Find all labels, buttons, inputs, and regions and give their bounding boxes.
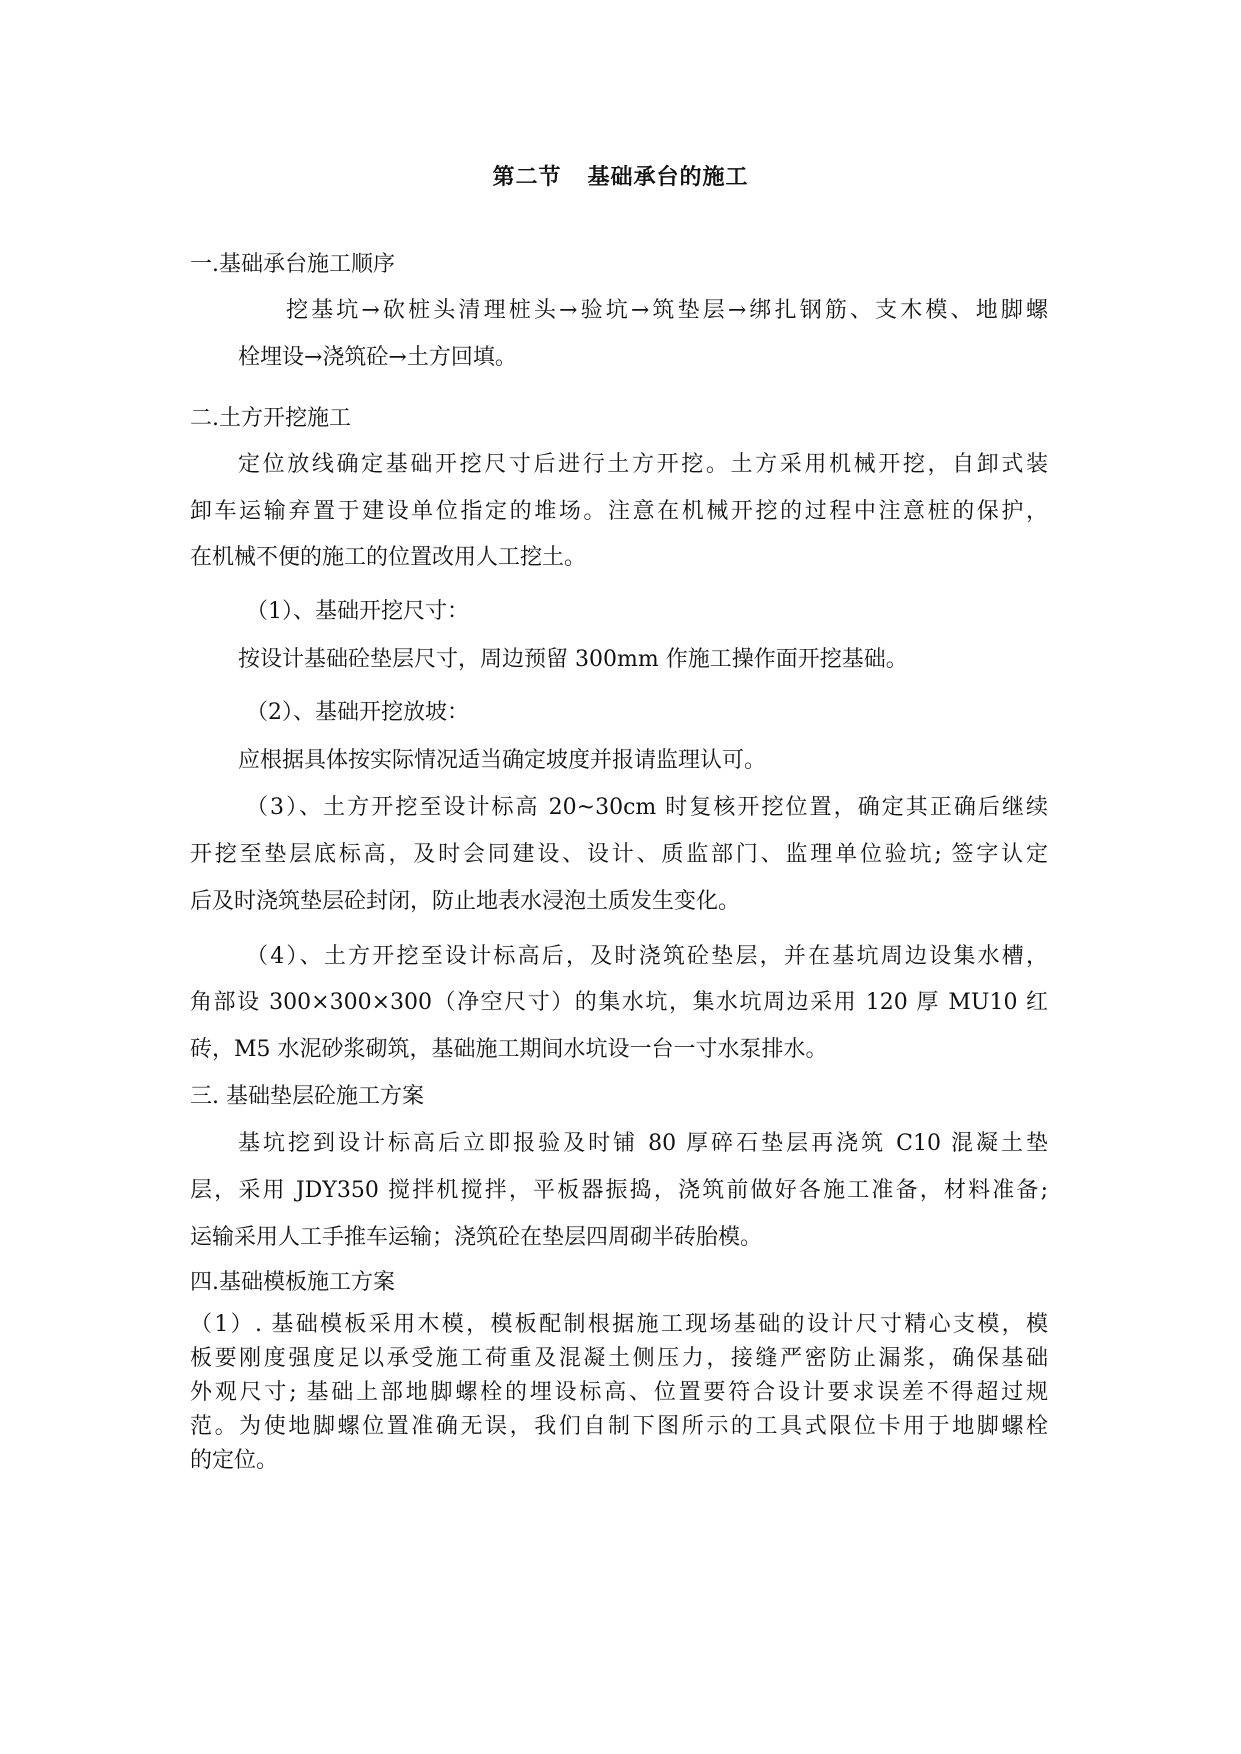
section-heading-3: 三. 基础垫层砼施工方案 bbox=[190, 1084, 424, 1109]
paragraph-line: 按设计基础砼垫层尺寸，周边预留 300mm 作施工操作面开挖基础。 bbox=[238, 647, 908, 672]
paragraph-line: 应根据具体按实际情况适当确定坡度并报请监理认可。 bbox=[238, 748, 767, 773]
page-title: 第二节 基础承台的施工 bbox=[492, 164, 749, 190]
paragraph-line: 定位放线确定基础开挖尺寸后进行土方开挖。土方采用机械开挖，自卸式装 bbox=[238, 452, 1048, 477]
paragraph-line: 板要刚度强度足以承受施工荷重及混凝土侧压力，接缝严密防止漏浆，确保基础 bbox=[190, 1346, 1048, 1371]
paragraph-line: （1）、基础开挖尺寸： bbox=[246, 599, 469, 624]
section-heading-1: 一.基础承台施工顺序 bbox=[190, 252, 395, 277]
paragraph-line: 在机械不便的施工的位置改用人工挖土。 bbox=[190, 545, 587, 570]
paragraph-line: 后及时浇筑垫层砼封闭，防止地表水浸泡土质发生变化。 bbox=[190, 889, 741, 914]
paragraph-line: 范。为使地脚螺位置准确无误，我们自制下图所示的工具式限位卡用于地脚螺栓 bbox=[190, 1414, 1048, 1439]
paragraph-line: 运输采用人工手推车运输；浇筑砼在垫层四周砌半砖胎模。 bbox=[190, 1225, 763, 1250]
paragraph-line: 砖，M5 水泥砂浆砌筑，基础施工期间水坑设一台一寸水泵排水。 bbox=[190, 1037, 828, 1062]
paragraph-line: （1）. 基础模板采用木模，模板配制根据施工现场基础的设计尺寸精心支模，模 bbox=[190, 1312, 1048, 1337]
paragraph-line: （4）、土方开挖至设计标高后，及时浇筑砼垫层，并在基坑周边设集水槽， bbox=[246, 944, 1048, 969]
paragraph-line: 外观尺寸; 基础上部地脚螺栓的埋设标高、位置要符合设计要求误差不得超过规 bbox=[190, 1380, 1048, 1405]
paragraph-line: 基坑挖到设计标高后立即报验及时铺 80 厚碎石垫层再浇筑 C10 混凝土垫 bbox=[238, 1131, 1048, 1156]
section-heading-2: 二.土方开挖施工 bbox=[190, 406, 351, 431]
paragraph-line: 开挖至垫层底标高，及时会同建设、设计、质监部门、监理单位验坑; 签字认定 bbox=[190, 842, 1048, 867]
paragraph-line: （3）、土方开挖至设计标高 20~30cm 时复核开挖位置，确定其正确后继续 bbox=[246, 795, 1048, 820]
paragraph-line: 挖基坑→砍桩头清理桩头→验坑→筑垫层→绑扎钢筋、支木模、地脚螺 bbox=[286, 298, 1048, 323]
section-heading-4: 四.基础模板施工方案 bbox=[190, 1270, 395, 1295]
paragraph-line: 的定位。 bbox=[190, 1448, 279, 1473]
paragraph-line: 角部设 300×300×300（净空尺寸）的集水坑，集水坑周边采用 120 厚 MU10 红 bbox=[190, 990, 1048, 1015]
paragraph-line: 栓埋设→浇筑砼→土方回填。 bbox=[238, 345, 517, 370]
paragraph-line: 层，采用 JDY350 搅拌机搅拌，平板器振捣，浇筑前做好各施工准备，材料准备; bbox=[190, 1178, 1048, 1203]
paragraph-line: （2）、基础开挖放坡： bbox=[246, 700, 469, 725]
paragraph-line: 卸车运输弃置于建设单位指定的堆场。注意在机械开挖的过程中注意桩的保护， bbox=[190, 499, 1048, 524]
